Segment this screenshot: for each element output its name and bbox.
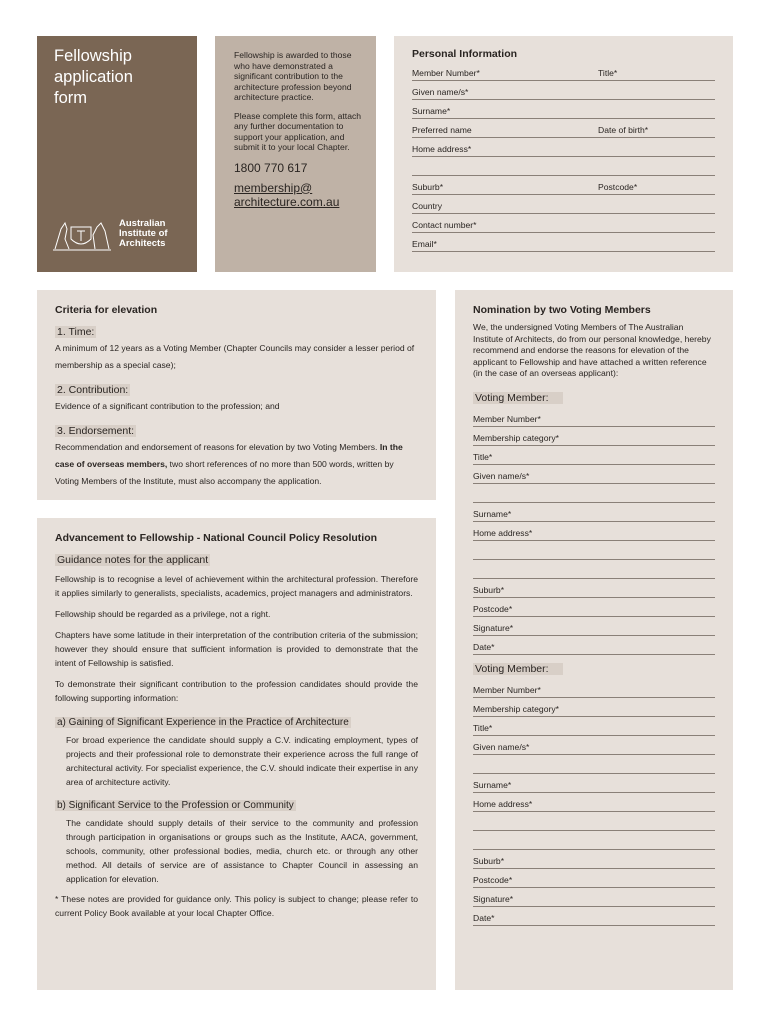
vm2-address-line-2[interactable] bbox=[473, 812, 715, 831]
vm2-category-label: Membership category* bbox=[473, 703, 559, 714]
logo-line-2: Institute of bbox=[119, 228, 168, 239]
endorsement-text-bold: In the case of overseas members, bbox=[55, 442, 403, 469]
criteria-text-endorsement bbox=[55, 439, 418, 490]
vm2-date-field[interactable] bbox=[473, 907, 715, 926]
info-paragraph-1: Fellowship is awarded to those who have demonstrated a significant contribution to the architecture profession beyond architecture practice. bbox=[234, 50, 352, 102]
vm1-member-number-field[interactable] bbox=[473, 408, 715, 427]
title-line-1: Fellowship bbox=[54, 47, 132, 65]
form-title bbox=[54, 46, 184, 109]
vm2-postcode-label: Postcode* bbox=[473, 874, 513, 885]
service-text: The candidate should supply details of their service to the community and profession through participation in organisations or groups such as the Institute, AACA, government, schools, community, other professional bodies, media, church etc. or through any other method. All details of service are of assistance to Chapter Council in assessing an application for elevation. bbox=[66, 818, 418, 884]
info-panel bbox=[215, 36, 376, 272]
criteria-heading-endorsement: 3. Endorsement: bbox=[57, 425, 135, 437]
personal-info-title: Personal Information bbox=[412, 48, 518, 60]
country-label: Country bbox=[412, 201, 443, 211]
title-line-2: application bbox=[54, 68, 133, 86]
personal-info-panel bbox=[394, 36, 733, 272]
vm1-surname-label: Surname* bbox=[473, 508, 512, 519]
vm1-suburb-label: Suburb* bbox=[473, 584, 505, 595]
coat-of-arms-icon bbox=[51, 219, 113, 251]
vm2-title-field[interactable] bbox=[473, 717, 715, 736]
vm1-suburb-field[interactable] bbox=[473, 579, 715, 598]
given-names-label: Given name/s* bbox=[412, 87, 469, 97]
advancement-paragraph-2: Fellowship should be regarded as a privilege, not a right. bbox=[55, 609, 271, 619]
advancement-paragraph-3: Chapters have some latitude in their interpretation of the contribution criteria of the submission; however they should ensure that sufficient information is provided to demonstrate that the intent of Fellowship is satisfied. bbox=[55, 630, 418, 668]
advancement-paragraph-4: To demonstrate their significant contribution to the profession candidates should provide the following supporting information: bbox=[55, 679, 418, 703]
phone-number: 1800 770 617 bbox=[234, 160, 308, 175]
title-label: Title* bbox=[598, 68, 618, 78]
advancement-title: Advancement to Fellowship - National Council Policy Resolution bbox=[55, 532, 378, 544]
vm1-given-names-field[interactable] bbox=[473, 465, 715, 484]
nomination-intro: We, the undersigned Voting Members of The Australian Institute of Architects, do from our personal knowledge, hereby recommend and endorse the reasons for elevation of the applicant to Fellowship and have attached a written reference (in the case of an overseas applicant): bbox=[473, 322, 711, 379]
endorsement-text-c: two short references of no more than 500 words, written by Voting Members of the Institute, must also accompany the application. bbox=[55, 459, 394, 486]
vm2-surname-label: Surname* bbox=[473, 779, 512, 790]
info-paragraph-2: Please complete this form, attach any further documentation to support your application, and submit it to your local Chapter. bbox=[234, 110, 362, 152]
surname-field[interactable] bbox=[412, 100, 715, 119]
vm2-signature-label: Signature* bbox=[473, 893, 514, 904]
vm2-surname-field[interactable] bbox=[473, 774, 715, 793]
vm2-given-names-label: Given name/s* bbox=[473, 741, 530, 752]
title-panel bbox=[37, 36, 197, 272]
preferred-name-label: Preferred name bbox=[412, 125, 472, 135]
vm1-postcode-label: Postcode* bbox=[473, 603, 513, 614]
guidance-subtitle: Guidance notes for the applicant bbox=[57, 554, 209, 566]
vm1-category-field[interactable] bbox=[473, 427, 715, 446]
logo-line-3: Architects bbox=[119, 238, 166, 249]
vm2-suburb-label: Suburb* bbox=[473, 855, 505, 866]
member-number-field[interactable] bbox=[412, 62, 715, 81]
advancement-paragraph-1: Fellowship is to recognise a level of achievement within the architectural profession. Therefore it applies similarly to generalists, specialists, academics, project managers and administrators. bbox=[55, 574, 418, 598]
vm2-address-line-3[interactable] bbox=[473, 831, 715, 850]
vm1-category-label: Membership category* bbox=[473, 432, 559, 443]
contact-number-field[interactable] bbox=[412, 214, 715, 233]
vm2-given-names-field[interactable] bbox=[473, 736, 715, 755]
heading-service: b) Significant Service to the Profession or Community bbox=[57, 800, 294, 811]
criteria-heading-contribution: 2. Contribution: bbox=[57, 384, 129, 396]
contact-number-label: Contact number* bbox=[412, 220, 477, 230]
given-names-field[interactable] bbox=[412, 81, 715, 100]
vm1-surname-field[interactable] bbox=[473, 503, 715, 522]
criteria-panel bbox=[37, 290, 436, 500]
email-label: Email* bbox=[412, 239, 437, 249]
vm2-signature-field[interactable] bbox=[473, 888, 715, 907]
vm2-title-label: Title* bbox=[473, 722, 493, 733]
suburb-field[interactable] bbox=[412, 176, 715, 195]
home-address-label: Home address* bbox=[412, 144, 472, 154]
nomination-title: Nomination by two Voting Members bbox=[473, 304, 651, 316]
vm1-date-label: Date* bbox=[473, 641, 495, 652]
criteria-text-contribution: Evidence of a significant contribution to the profession; and bbox=[55, 401, 280, 411]
vm1-given-names-line-2[interactable] bbox=[473, 484, 715, 503]
email-field[interactable] bbox=[412, 233, 715, 252]
advancement-panel bbox=[37, 518, 436, 990]
vm1-title-field[interactable] bbox=[473, 446, 715, 465]
vm1-home-address-field[interactable] bbox=[473, 522, 715, 541]
vm1-member-number-label: Member Number* bbox=[473, 413, 541, 424]
vm2-member-number-label: Member Number* bbox=[473, 684, 541, 695]
guidance-note: * These notes are provided for guidance only. This policy is subject to change; please refer to current Policy Book available at your local Chapter Office. bbox=[55, 894, 418, 918]
vm1-postcode-field[interactable] bbox=[473, 598, 715, 617]
vm2-category-field[interactable] bbox=[473, 698, 715, 717]
country-field[interactable] bbox=[412, 195, 715, 214]
logo-line-1: Australian bbox=[119, 218, 166, 229]
criteria-heading-time: 1. Time: bbox=[57, 326, 95, 338]
vm2-member-number-field[interactable] bbox=[473, 679, 715, 698]
nomination-panel bbox=[455, 290, 733, 990]
dob-label: Date of birth* bbox=[598, 125, 649, 135]
member-number-label: Member Number* bbox=[412, 68, 480, 78]
home-address-field[interactable] bbox=[412, 138, 715, 157]
vm1-home-address-label: Home address* bbox=[473, 527, 533, 538]
preferred-name-field[interactable] bbox=[412, 119, 715, 138]
vm2-postcode-field[interactable] bbox=[473, 869, 715, 888]
vm2-suburb-field[interactable] bbox=[473, 850, 715, 869]
heading-experience: a) Gaining of Significant Experience in the Practice of Architecture bbox=[57, 717, 349, 728]
voting-member-1-heading: Voting Member: bbox=[473, 392, 563, 404]
vm2-home-address-field[interactable] bbox=[473, 793, 715, 812]
vm1-date-field[interactable] bbox=[473, 636, 715, 655]
criteria-text-time: A minimum of 12 years as a Voting Member (Chapter Councils may consider a lesser period of membership as a special case); bbox=[55, 343, 415, 370]
surname-label: Surname* bbox=[412, 106, 451, 116]
vm1-address-line-3[interactable] bbox=[473, 560, 715, 579]
email-link-line-1[interactable]: membership@ bbox=[234, 180, 313, 195]
criteria-title: Criteria for elevation bbox=[55, 304, 158, 316]
title-line-3: form bbox=[54, 89, 87, 107]
vm2-given-names-line-2[interactable] bbox=[473, 755, 715, 774]
experience-text: For broad experience the candidate should supply a C.V. indicating employment, types of projects and their professional role to demonstrate their experience across the full range of architectural activity. For specialist experience, the C.V. should indicate their expertise in any area of architecture activity. bbox=[66, 735, 418, 787]
postcode-label: Postcode* bbox=[598, 182, 638, 192]
home-address-line-2[interactable] bbox=[412, 157, 715, 176]
vm1-signature-label: Signature* bbox=[473, 622, 514, 633]
email-link-line-2[interactable]: architecture.com.au bbox=[234, 194, 340, 209]
vm2-date-label: Date* bbox=[473, 912, 495, 923]
voting-member-2-heading: Voting Member: bbox=[473, 663, 563, 675]
logo-text bbox=[119, 219, 168, 249]
endorsement-text-a: Recommendation and endorsement of reasons for elevation by two Voting Members. bbox=[55, 442, 380, 452]
aia-logo bbox=[51, 219, 201, 253]
vm1-address-line-2[interactable] bbox=[473, 541, 715, 560]
vm1-title-label: Title* bbox=[473, 451, 493, 462]
vm2-home-address-label: Home address* bbox=[473, 798, 533, 809]
suburb-label: Suburb* bbox=[412, 182, 444, 192]
vm1-given-names-label: Given name/s* bbox=[473, 470, 530, 481]
vm1-signature-field[interactable] bbox=[473, 617, 715, 636]
